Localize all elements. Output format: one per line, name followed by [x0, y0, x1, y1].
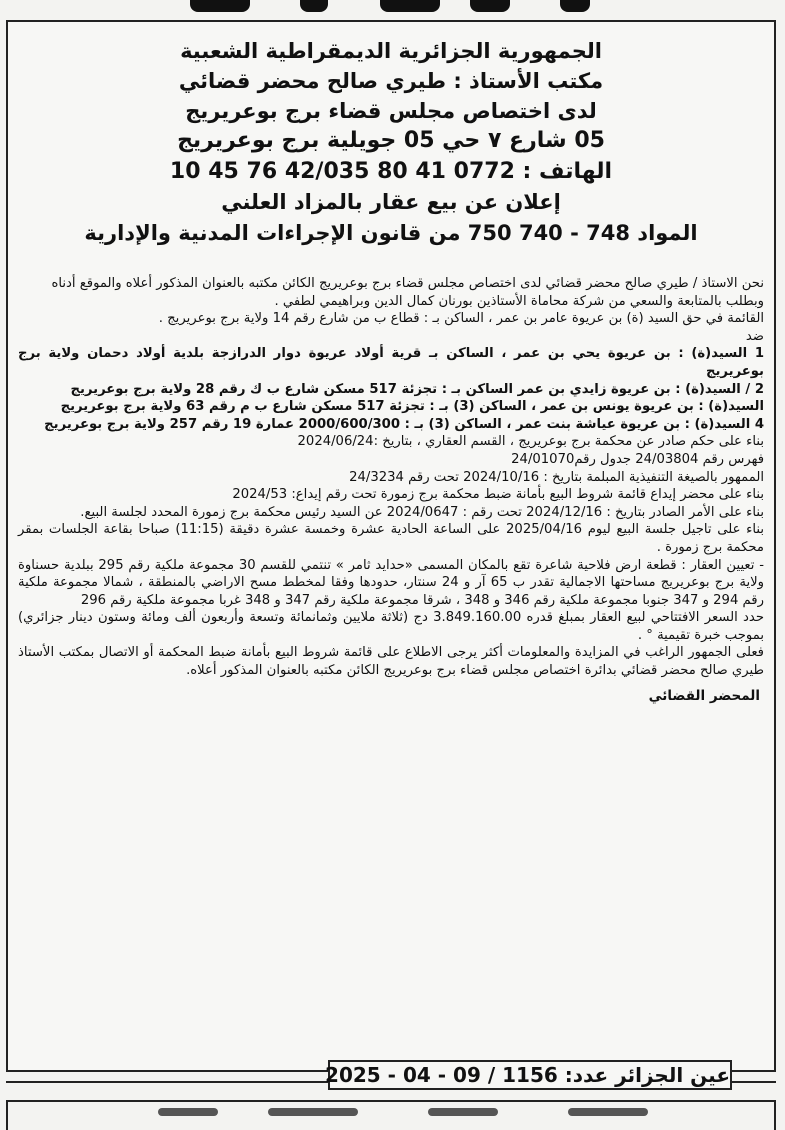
- paragraph-defendant-2: 2 / السيد(ة) : بن عريوة زايدي بن عمر الساكن بـ : تجزئة 517 مسكن شارع ب ك رقم 28 ولاية برج بوعريريج: [70, 381, 764, 397]
- paragraph-property: - تعيين العقار : قطعة ارض فلاحية شاعرة تقع بالمكان المسمى «حدايد ثامر » تنتمي للقسم 30 مجموعة ملكية رقم 295 ببلدية حسناوة ولاية برج بوعريريج مساحتها الاجمالية تقدر ب 65 آر و 24 سنتار، حدودها وفقا لمخطط مسح الاراضي بالمنطقة ، شمالا مجموعة ملكية رقم 294 و 347 جنوبا مجموعة ملكية رقم 346 و 348 ، شرقا مجموعة ملكية رقم 347 و 348 غربا مجموعة ملكية رقم 296: [18, 557, 765, 608]
- paragraph-plaintiff: القائمة في حق السيد (ة) بن عريوة عامر بن عمر ، الساكن بـ : قطاع ب من شارع رقم 14 ولاية برج بوعريريج .: [158, 311, 764, 327]
- paragraph-index: فهرس رقم 24/03804 جدول رقم24/01070: [511, 451, 764, 467]
- publication-stamp: عين الجزائر عدد: 1156 / 09 - 04 - 2025: [328, 1060, 732, 1090]
- next-notice-fragment: [6, 1100, 776, 1130]
- paragraph-requester: وبطلب بالمتابعة والسعي من شركة محاماة الأستاذين بورنان كمال الدين وبراهيمي لطفي .: [274, 293, 764, 309]
- paragraph-judgment: بناء على حكم صادر عن محكمة برج بوعريريج ، القسم العقاري ، بتاريخ :2024/06/24: [297, 434, 764, 450]
- office-title: مكتب الأستاذ : طيري صالح محضر قضائي: [178, 69, 604, 93]
- paragraph-executory: الممهور بالصيغة التنفيذية المبلمة بتاريخ : 2024/10/16 تحت رقم 24/3234: [349, 469, 764, 485]
- notice-body: [8, 261, 774, 680]
- footer-rule-right: [732, 1081, 776, 1083]
- previous-page-fragment: [0, 0, 785, 14]
- office-address: 05 شارع ٧ حي 05 جويلية برج بوعريريج: [177, 128, 605, 153]
- paragraph-against: ضد: [745, 328, 764, 344]
- notice-header: [8, 22, 774, 249]
- paragraph-public-call: فعلى الجمهور الراغب في المزايدة والمعلومات أكثر يرجى الاطلاع على قائمة شروط البيع بأمانة ضبط المحكمة أو الاتصال بمكتب الأستاذ طيري صالح محضر قضائي بدائرة اختصاص مجلس قضاء برج بوعريريج الكائن مكتبه بالعنوان المذكور أعلاه.: [18, 645, 764, 679]
- auction-notice: [6, 20, 776, 1072]
- jurisdiction: لدى اختصاص مجلس قضاء برج بوعريريج: [185, 99, 597, 123]
- paragraph-opening-price: حدد السعر الافتتاحي لبيع العقار بمبلغ قدره 3.849.160.00 دج (ثلاثة ملايين وثمانمائة وتسعة وأربعون ألف ومائة وستون دينار جزائري) بموجب خبرة تقيمية ° .: [18, 610, 764, 643]
- paragraph-sale-date: بناء على تاجيل جلسة البيع ليوم 2025/04/16 على الساعة الحادية عشرة وخمسة عشرة دقيقة (11:15) صباحا بقاعة الجلسات بمقر محكمة برج زمورة .: [18, 522, 764, 555]
- paragraph-defendant-1: 1 السيد(ة) : بن عريوة يحي بن عمر ، الساكن بـ قرية أولاد عريوة دوار الدرازجة بلدية أولاد دحمان ولاية برج بوعريريج: [18, 346, 764, 379]
- signature: المحضر القضائي: [648, 687, 760, 704]
- paragraph-deposit: بناء على محضر إيداع قائمة شروط البيع بأمانة ضبط محكمة برج زمورة تحت رقم إيداع: 2024/53: [232, 487, 764, 503]
- country-title: الجمهورية الجزائرية الديمقراطية الشعبية: [180, 39, 602, 63]
- phone-numbers: الهاتف : 0772 41 80 42/035 76 45 10: [169, 159, 613, 184]
- paragraph-order: بناء على الأمر الصادر بتاريخ : 2024/12/16 تحت رقم : 2024/0647 عن السيد رئيس محكمة برج زمورة المحدد لجلسة البيع.: [80, 504, 764, 520]
- footer-rule-left: [6, 1081, 328, 1083]
- paragraph-bailiff-intro: نحن الاستاذ / طيري صالح محضر قضائي لدى اختصاص مجلس قضاء برج بوعريريج الكائن مكتبه بالعنوان المذكور أعلاه والموقع أدناه: [51, 276, 764, 291]
- legal-articles: المواد 748 - 740 750 من قانون الإجراءات المدنية والإدارية: [84, 221, 698, 245]
- paragraph-defendant-4: 4 السيد(ة) : بن عريوة عياشة بنت عمر ، الساكن (3) بـ : 2000/600/300 عمارة 19 رقم 257 ولاية برج بوعريريج: [44, 416, 764, 432]
- notice-title: إعلان عن بيع عقار بالمزاد العلني: [221, 190, 561, 214]
- paragraph-defendant-3: السيد(ة) : بن عريوة يونس بن عمر ، الساكن (3) بـ : تجزئة 517 مسكن شارع ب م رقم 63 ولاية برج بوعريريج: [60, 399, 764, 415]
